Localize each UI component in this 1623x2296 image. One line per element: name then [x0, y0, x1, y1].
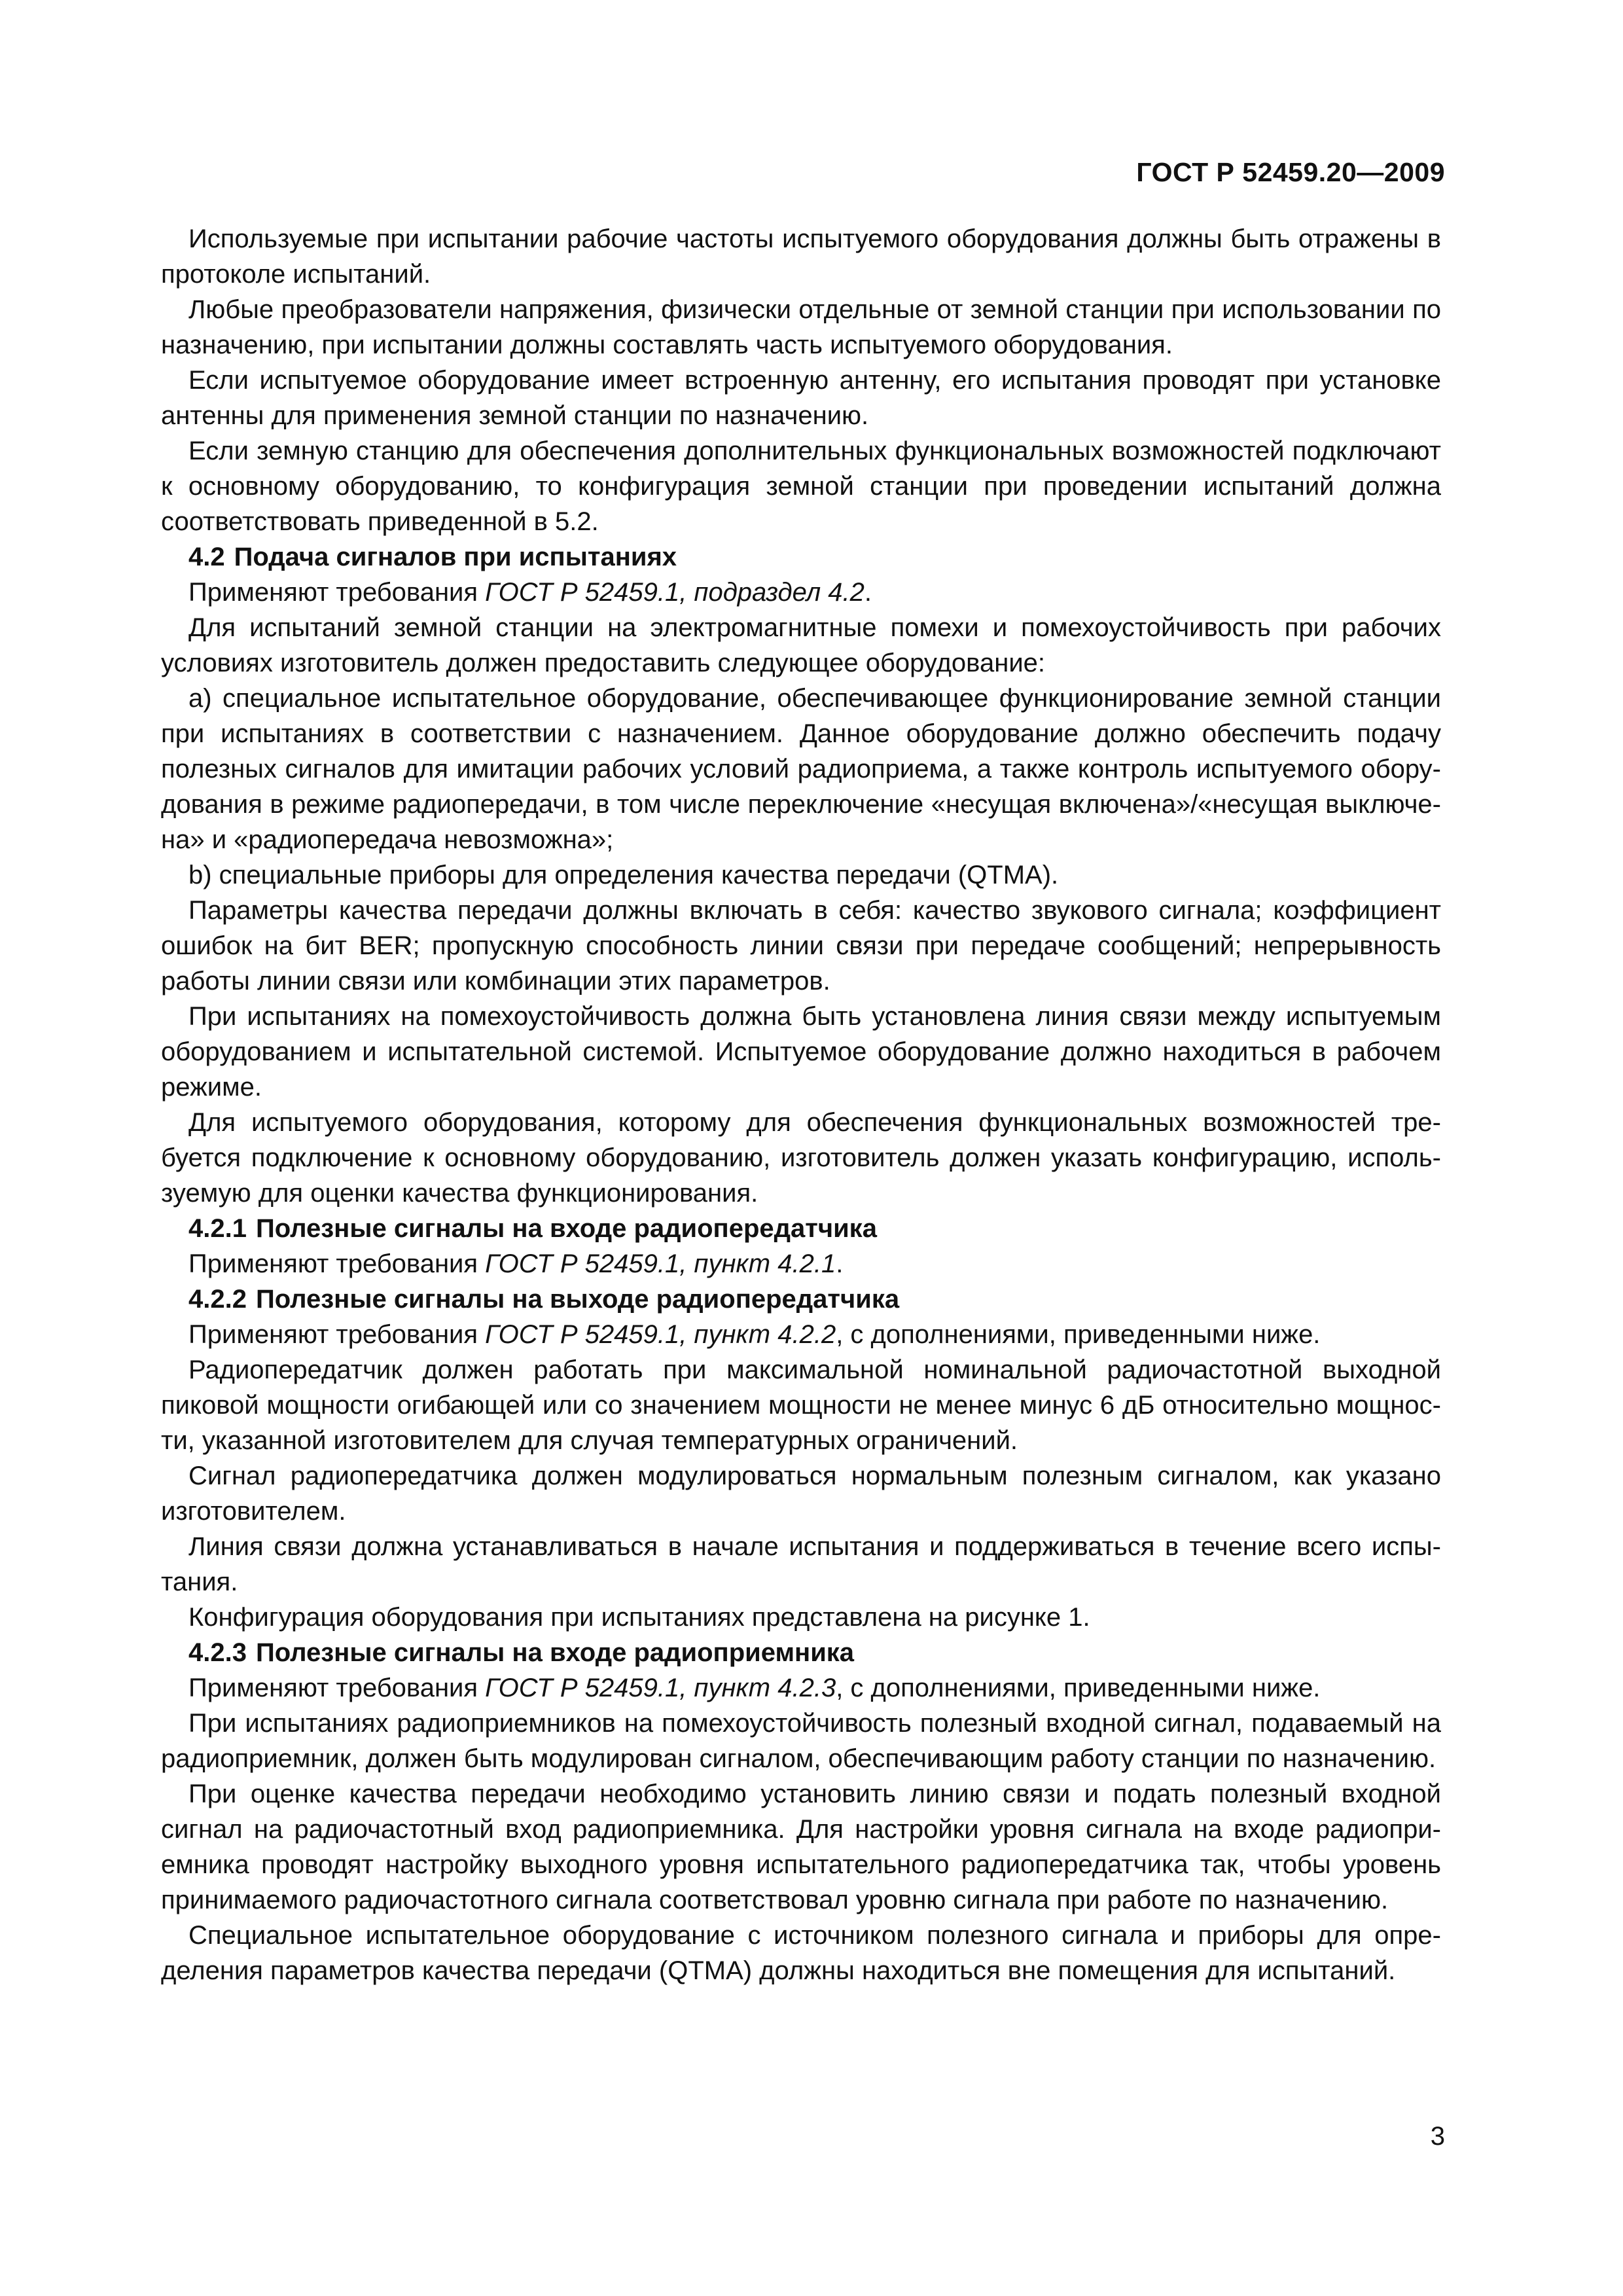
paragraph: Радиопередатчик должен работать при максимальной номинальной радиочастотной выходной пиковой мощности огибающей или со значением мощности не менее минус 6 дБ относительно мощности, указанной изготовителем для случая температурных ограничений. — [161, 1355, 1441, 1455]
list-item-b: b) специальные приборы для определения качества передачи (QTMA). — [188, 861, 1059, 889]
paragraph: При испытаниях радиоприемников на помехоустойчивость полезный входной сигнал, подаваемый на радиоприемник, должен быть модулирован сигналом, обеспечивающим работу станции по назначению. — [161, 1709, 1441, 1773]
paragraph: Конфигурация оборудования при испытаниях представлена на рисунке 1. — [188, 1603, 1090, 1632]
paragraph: При оценке качества передачи необходимо установить линию связи и подать полезный входной сигнал на радиочастотный вход радиоприемника. Для настройки уровня сигнала на входе радиоприемника проводят настройку выходного уровня испытательного радиопередатчика так, чтобы уровень принимаемого радиочастотного сигнала соответствовал уровню сигнала при работе по назначению. — [161, 1780, 1441, 1914]
reference-paragraph — [161, 1670, 1441, 1706]
reference-paragraph — [161, 1317, 1441, 1352]
section-heading-4-2-2 — [161, 1282, 1441, 1317]
document-code-header: ГОСТ Р 52459.20—2009 — [1136, 157, 1445, 187]
reference-tail: , с дополнениями, приведенными ниже. — [836, 1320, 1321, 1349]
section-title: Подача сигналов при испытаниях — [234, 543, 677, 571]
paragraph: Если земную станцию для обеспечения дополнительных функциональных возможностей подключают к основному оборудованию, то конфигурация земной станции при проведении испытаний должна соответствовать приведенной в 5.2. — [161, 437, 1441, 536]
section-number: 4.2.3 — [188, 1638, 247, 1667]
reference-tail: . — [864, 578, 872, 607]
standard-reference: ГОСТ Р 52459.1, пункт 4.2.3 — [485, 1674, 836, 1702]
paragraph: Если испытуемое оборудование имеет встроенную антенну, его испытания проводят при установке антенны для применения земной станции по назначению. — [161, 366, 1441, 430]
standard-reference: ГОСТ Р 52459.1, подраздел 4.2 — [485, 578, 865, 607]
list-item-a: а) специальное испытательное оборудование, обеспечивающее функционирование земной станции при испытаниях в соответствии с назначением. Данное оборудование должно обеспечить подачу полезных сигналов для имитации рабочих условий радиоприема, а также контроль испытуемого оборудования в режиме радиопередачи, в том числе переключение «несущая включена»/«несущая выключена» и «радиопередача невозможна»; — [161, 684, 1441, 854]
reference-tail: . — [836, 1249, 844, 1278]
reference-paragraph — [161, 1246, 1441, 1282]
section-heading-4-2-1 — [161, 1211, 1441, 1246]
reference-tail: , с дополнениями, приведенными ниже. — [836, 1674, 1321, 1702]
section-number: 4.2.2 — [188, 1285, 247, 1314]
section-title: Полезные сигналы на выходе радиопередатчика — [255, 1285, 900, 1314]
paragraph: Параметры качества передачи должны включать в себя: качество звукового сигнала; коэффициент ошибок на бит BER; пропускную способность линии связи при передаче сообщений; непрерывность работы линии связи или комбинации этих параметров. — [161, 896, 1441, 996]
paragraph: Любые преобразователи напряжения, физически отдельные от земной станции при использовании по назначению, при испытании должны составлять часть испытуемого оборудования. — [161, 295, 1441, 359]
reference-paragraph — [161, 575, 1441, 610]
paragraph: Сигнал радиопередатчика должен модулироваться нормальным полезным сигналом, как указано изготовителем. — [161, 1462, 1441, 1526]
page-number: 3 — [1430, 2122, 1445, 2151]
document-body — [161, 221, 1441, 1988]
paragraph: Для испытуемого оборудования, которому для обеспечения функциональных возможностей требуется подключение к основному оборудованию, изготовитель должен указать конфигурацию, используемую для оценки качества функционирования. — [161, 1108, 1441, 1208]
section-heading-4-2-3 — [161, 1635, 1441, 1670]
section-title: Полезные сигналы на входе радиоприемника — [255, 1638, 855, 1667]
reference-lead: Применяют требования — [188, 1674, 486, 1702]
paragraph: При испытаниях на помехоустойчивость должна быть установлена линия связи между испытуемым оборудованием и испытательной системой. Испытуемое оборудование должно находиться в рабочем режиме. — [161, 1002, 1441, 1102]
paragraph: Специальное испытательное оборудование с источником полезного сигнала и приборы для определения параметров качества передачи (QTMA) должны находиться вне помещения для испытаний. — [161, 1921, 1441, 1985]
section-number: 4.2.1 — [188, 1214, 247, 1243]
paragraph: Линия связи должна устанавливаться в начале испытания и поддерживаться в течение всего испытания. — [161, 1532, 1441, 1596]
reference-lead: Применяют требования — [188, 1320, 486, 1349]
section-number: 4.2 — [188, 543, 225, 571]
paragraph: Для испытаний земной станции на электромагнитные помехи и помехоустойчивость при рабочих условиях изготовитель должен предоставить следующее оборудование: — [161, 613, 1441, 677]
reference-lead: Применяют требования — [188, 1249, 486, 1278]
standard-reference: ГОСТ Р 52459.1, пункт 4.2.2 — [485, 1320, 836, 1349]
section-heading-4-2 — [161, 539, 1441, 575]
section-title: Полезные сигналы на входе радиопередатчика — [255, 1214, 877, 1243]
paragraph: Используемые при испытании рабочие частоты испытуемого оборудования должны быть отражены в протоколе испытаний. — [161, 224, 1441, 289]
standard-reference: ГОСТ Р 52459.1, пункт 4.2.1 — [485, 1249, 836, 1278]
reference-lead: Применяют требования — [188, 578, 486, 607]
